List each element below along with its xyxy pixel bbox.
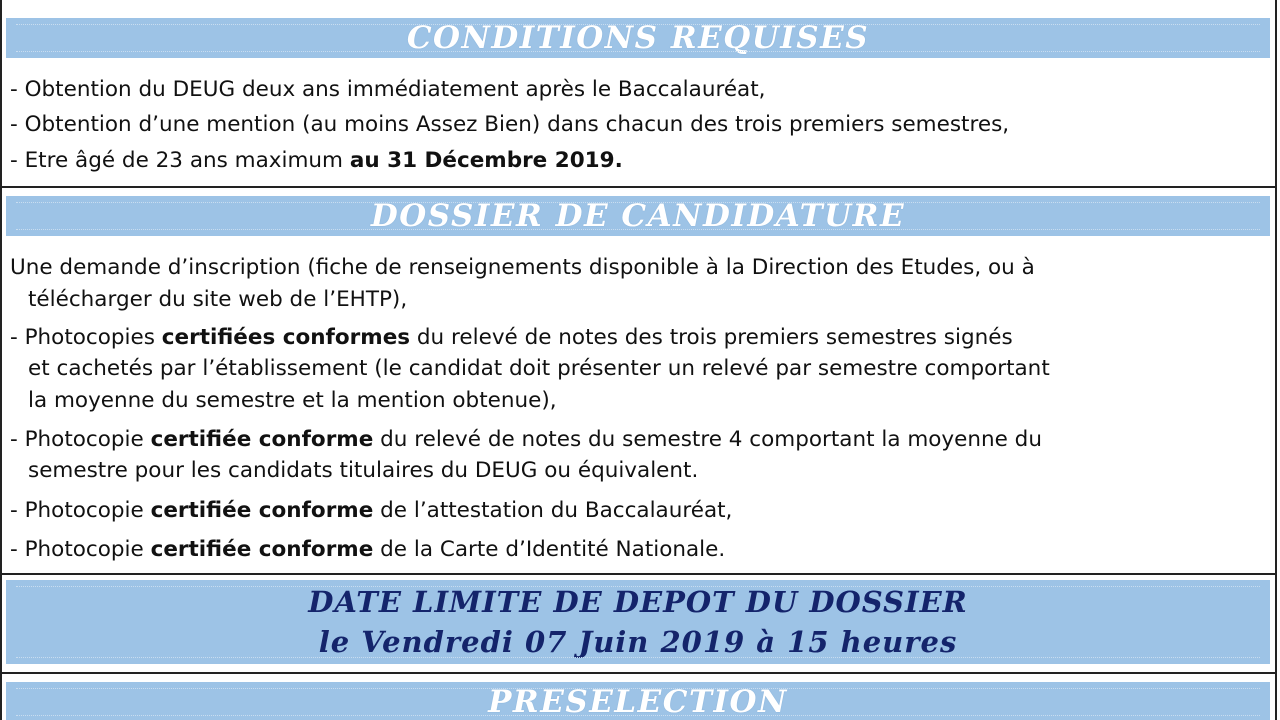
conditions-item-3 (10, 145, 623, 177)
conditions-item-3-bold: au 31 Décembre 2019. (349, 148, 623, 173)
dossier-item-1-line2-text: et cachetés par l’établissement (le candidat doit présenter un relevé par semestre comportant (28, 356, 1050, 381)
deadline-banner (6, 580, 1270, 664)
deadline-line2: le Vendredi 07 Juin 2019 à 15 heures (318, 625, 958, 659)
dossier-item-4-bold: certifiée conforme (150, 537, 374, 562)
dossier-intro-line1: Une demande d’inscription (fiche de renseignements disponible à la Direction des Etudes, ou à (10, 255, 1035, 280)
dossier-header (6, 196, 1270, 236)
dossier-item-1-line2 (28, 353, 1050, 385)
preselection-title: PRESELECTION (488, 684, 788, 720)
dossier-item-1-pre: - Photocopies (10, 325, 162, 350)
dossier-item-4-pre: - Photocopie (10, 537, 151, 562)
dossier-item-3 (10, 495, 732, 527)
dossier-item-1-line3 (28, 385, 557, 417)
dossier-item-3-post: de l’attestation du Baccalauréat, (373, 498, 733, 523)
conditions-title: CONDITIONS REQUISES (406, 20, 870, 56)
conditions-item-1-text: - Obtention du DEUG deux ans immédiatement après le Baccalauréat, (10, 77, 766, 102)
dossier-intro-cont (28, 284, 407, 316)
section-divider (0, 573, 1277, 575)
dossier-intro (10, 252, 1035, 284)
conditions-item-3-text: - Etre âgé de 23 ans maximum (10, 148, 350, 173)
dossier-item-2-bold: certifiée conforme (150, 427, 374, 452)
conditions-item-1 (10, 74, 765, 106)
conditions-item-2-text: - Obtention d’une mention (au moins Assez Bien) dans chacun des trois premiers semestres, (10, 112, 1010, 137)
deadline-line1: DATE LIMITE DE DEPOT DU DOSSIER (308, 585, 968, 619)
dossier-intro-line2: télécharger du site web de l’EHTP), (28, 287, 408, 312)
dossier-title: DOSSIER DE CANDIDATURE (370, 198, 906, 234)
dossier-item-4 (10, 534, 725, 566)
dossier-item-2-pre: - Photocopie (10, 427, 151, 452)
dossier-item-1-line3-text: la moyenne du semestre et la mention obtenue), (28, 388, 557, 413)
dossier-item-2-line2 (28, 455, 698, 487)
preselection-header (6, 682, 1270, 720)
dossier-item-4-post: de la Carte d’Identité Nationale. (373, 537, 726, 562)
conditions-header (6, 18, 1270, 58)
dossier-item-2 (10, 424, 1042, 456)
section-divider (0, 672, 1277, 674)
dossier-item-1-bold: certifiées conformes (161, 325, 411, 350)
section-divider (0, 186, 1277, 188)
dossier-item-2-line2-text: semestre pour les candidats titulaires du DEUG ou équivalent. (28, 458, 699, 483)
dossier-item-3-bold: certifiée conforme (150, 498, 374, 523)
dossier-item-1 (10, 322, 1013, 354)
dossier-item-2-post: du relevé de notes du semestre 4 comportant la moyenne du (373, 427, 1042, 452)
conditions-item-2 (10, 109, 1009, 141)
dossier-item-1-post: du relevé de notes des trois premiers semestres signés (410, 325, 1013, 350)
dossier-item-3-pre: - Photocopie (10, 498, 151, 523)
